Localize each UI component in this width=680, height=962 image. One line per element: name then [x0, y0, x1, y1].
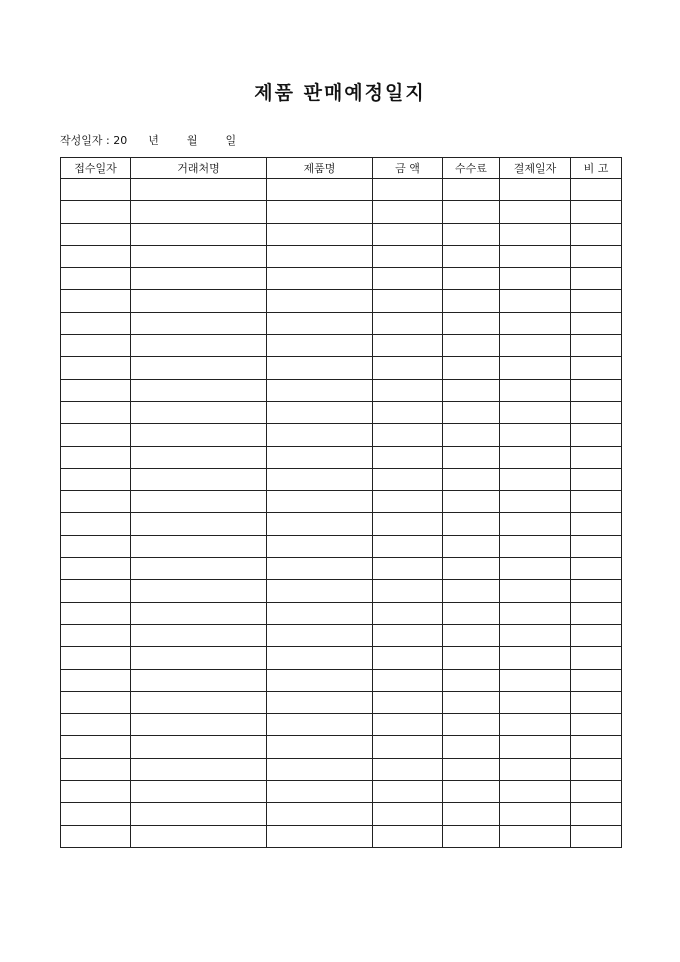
- table-cell[interactable]: [131, 758, 267, 780]
- table-row: [61, 803, 622, 825]
- table-cell[interactable]: [61, 268, 131, 290]
- table-cell[interactable]: [571, 781, 622, 803]
- table-cell[interactable]: [500, 491, 571, 513]
- table-cell[interactable]: [131, 446, 267, 468]
- table-cell[interactable]: [500, 357, 571, 379]
- table-cell[interactable]: [267, 825, 373, 847]
- table-cell[interactable]: [571, 758, 622, 780]
- table-row: [61, 312, 622, 334]
- table-cell[interactable]: [373, 335, 443, 357]
- table-cell[interactable]: [443, 290, 500, 312]
- table-cell[interactable]: [131, 468, 267, 490]
- table-cell[interactable]: [373, 424, 443, 446]
- table-cell[interactable]: [500, 580, 571, 602]
- table-cell[interactable]: [443, 669, 500, 691]
- table-cell[interactable]: [571, 736, 622, 758]
- table-cell[interactable]: [131, 268, 267, 290]
- table-cell[interactable]: [373, 803, 443, 825]
- table-cell[interactable]: [131, 357, 267, 379]
- column-header-commission: 수수료: [443, 158, 500, 179]
- table-row: [61, 491, 622, 513]
- table-cell[interactable]: [267, 602, 373, 624]
- table-cell[interactable]: [500, 647, 571, 669]
- table-cell[interactable]: [571, 691, 622, 713]
- table-cell[interactable]: [571, 245, 622, 267]
- table-cell[interactable]: [443, 714, 500, 736]
- table-cell[interactable]: [373, 624, 443, 646]
- table-cell[interactable]: [61, 714, 131, 736]
- table-cell[interactable]: [131, 669, 267, 691]
- table-cell[interactable]: [373, 245, 443, 267]
- table-cell[interactable]: [61, 669, 131, 691]
- table-row: [61, 602, 622, 624]
- table-cell[interactable]: [131, 691, 267, 713]
- table-cell[interactable]: [500, 558, 571, 580]
- table-cell[interactable]: [373, 558, 443, 580]
- table-cell[interactable]: [61, 580, 131, 602]
- table-cell[interactable]: [571, 312, 622, 334]
- table-cell[interactable]: [373, 179, 443, 201]
- written-date-label: 작성일자 :: [60, 134, 110, 147]
- table-row: [61, 513, 622, 535]
- table-cell[interactable]: [373, 223, 443, 245]
- table-cell[interactable]: [571, 335, 622, 357]
- table-cell[interactable]: [571, 647, 622, 669]
- table-cell[interactable]: [373, 580, 443, 602]
- table-cell[interactable]: [571, 535, 622, 557]
- written-date-year-unit: 년: [148, 134, 159, 147]
- table-cell[interactable]: [443, 647, 500, 669]
- table-cell[interactable]: [131, 535, 267, 557]
- table-cell[interactable]: [500, 223, 571, 245]
- table-cell[interactable]: [373, 602, 443, 624]
- table-cell[interactable]: [443, 268, 500, 290]
- table-cell[interactable]: [131, 312, 267, 334]
- table-cell[interactable]: [571, 424, 622, 446]
- table-cell[interactable]: [131, 335, 267, 357]
- table-cell[interactable]: [571, 223, 622, 245]
- table-row: [61, 335, 622, 357]
- table-cell[interactable]: [571, 513, 622, 535]
- table-cell[interactable]: [131, 803, 267, 825]
- table-cell[interactable]: [131, 245, 267, 267]
- table-row: [61, 535, 622, 557]
- table-cell[interactable]: [267, 223, 373, 245]
- table-cell[interactable]: [131, 624, 267, 646]
- table-cell[interactable]: [131, 223, 267, 245]
- table-cell[interactable]: [500, 803, 571, 825]
- table-cell[interactable]: [571, 201, 622, 223]
- table-row: [61, 580, 622, 602]
- table-cell[interactable]: [373, 513, 443, 535]
- table-cell[interactable]: [131, 602, 267, 624]
- table-cell[interactable]: [61, 624, 131, 646]
- written-date-line: [60, 132, 236, 148]
- table-cell[interactable]: [500, 825, 571, 847]
- table-cell[interactable]: [267, 245, 373, 267]
- table-cell[interactable]: [373, 491, 443, 513]
- table-cell[interactable]: [373, 736, 443, 758]
- table-row: [61, 691, 622, 713]
- table-cell[interactable]: [500, 379, 571, 401]
- table-row: [61, 290, 622, 312]
- table-cell[interactable]: [373, 758, 443, 780]
- table-cell[interactable]: [267, 714, 373, 736]
- table-cell[interactable]: [500, 245, 571, 267]
- table-cell[interactable]: [131, 401, 267, 423]
- table-cell[interactable]: [500, 758, 571, 780]
- table-cell[interactable]: [500, 335, 571, 357]
- table-cell[interactable]: [443, 624, 500, 646]
- table-cell[interactable]: [500, 401, 571, 423]
- table-cell[interactable]: [443, 446, 500, 468]
- table-cell[interactable]: [131, 580, 267, 602]
- table-cell[interactable]: [443, 312, 500, 334]
- table-body: [61, 179, 622, 848]
- table-cell[interactable]: [61, 312, 131, 334]
- table-cell[interactable]: [443, 491, 500, 513]
- table-cell[interactable]: [267, 781, 373, 803]
- table-cell[interactable]: [443, 535, 500, 557]
- table-cell[interactable]: [131, 201, 267, 223]
- column-header-amount: 금 액: [373, 158, 443, 179]
- table-cell[interactable]: [443, 781, 500, 803]
- table-cell[interactable]: [267, 580, 373, 602]
- written-date-year-prefix: 20: [113, 134, 128, 147]
- table-cell[interactable]: [61, 468, 131, 490]
- table-cell[interactable]: [267, 335, 373, 357]
- table-cell[interactable]: [443, 335, 500, 357]
- table-cell[interactable]: [267, 290, 373, 312]
- table-cell[interactable]: [61, 491, 131, 513]
- table-cell[interactable]: [500, 714, 571, 736]
- table-cell[interactable]: [267, 179, 373, 201]
- table-cell[interactable]: [131, 290, 267, 312]
- column-header-payment-date: 결제일자: [500, 158, 571, 179]
- table-row: [61, 268, 622, 290]
- table-row: [61, 736, 622, 758]
- table-cell[interactable]: [267, 201, 373, 223]
- table-cell[interactable]: [267, 468, 373, 490]
- table-cell[interactable]: [267, 312, 373, 334]
- table-row: [61, 223, 622, 245]
- table-cell[interactable]: [500, 781, 571, 803]
- table-cell[interactable]: [500, 513, 571, 535]
- table-cell[interactable]: [373, 379, 443, 401]
- table-cell[interactable]: [131, 513, 267, 535]
- table-cell[interactable]: [373, 468, 443, 490]
- table-cell[interactable]: [373, 201, 443, 223]
- table-cell[interactable]: [267, 491, 373, 513]
- table-cell[interactable]: [443, 736, 500, 758]
- table-cell[interactable]: [267, 379, 373, 401]
- table-row: [61, 245, 622, 267]
- table-cell[interactable]: [373, 268, 443, 290]
- table-cell[interactable]: [571, 602, 622, 624]
- table-cell[interactable]: [443, 379, 500, 401]
- table-row: [61, 758, 622, 780]
- table-cell[interactable]: [61, 357, 131, 379]
- table-cell[interactable]: [267, 357, 373, 379]
- table-row: [61, 558, 622, 580]
- table-cell[interactable]: [443, 558, 500, 580]
- table-cell[interactable]: [61, 424, 131, 446]
- table-cell[interactable]: [571, 803, 622, 825]
- written-date-month-unit: 월: [186, 134, 198, 147]
- table-cell[interactable]: [131, 736, 267, 758]
- table-cell[interactable]: [500, 624, 571, 646]
- table-cell[interactable]: [500, 535, 571, 557]
- column-header-product-name: 제품명: [267, 158, 373, 179]
- table-row: [61, 401, 622, 423]
- column-header-client-name: 거래처명: [131, 158, 267, 179]
- table-row: [61, 669, 622, 691]
- table-cell[interactable]: [61, 401, 131, 423]
- table-cell[interactable]: [571, 624, 622, 646]
- table-cell[interactable]: [500, 468, 571, 490]
- table-cell[interactable]: [61, 558, 131, 580]
- table-cell[interactable]: [61, 781, 131, 803]
- document-title: 제품 판매예정일지: [254, 82, 426, 104]
- column-header-remarks: 비 고: [571, 158, 622, 179]
- table-cell[interactable]: [571, 825, 622, 847]
- table-row: [61, 624, 622, 646]
- table-cell[interactable]: [267, 803, 373, 825]
- table-cell[interactable]: [131, 647, 267, 669]
- table-cell[interactable]: [267, 624, 373, 646]
- table-cell[interactable]: [267, 647, 373, 669]
- table-row: [61, 379, 622, 401]
- table-cell[interactable]: [443, 245, 500, 267]
- table-cell[interactable]: [443, 825, 500, 847]
- table-cell[interactable]: [61, 803, 131, 825]
- table-row: [61, 179, 622, 201]
- table-cell[interactable]: [571, 446, 622, 468]
- table-cell[interactable]: [373, 781, 443, 803]
- table-cell[interactable]: [373, 825, 443, 847]
- table-cell[interactable]: [61, 179, 131, 201]
- table-row: [61, 201, 622, 223]
- sales-schedule-table: [60, 157, 622, 848]
- table-cell[interactable]: [500, 446, 571, 468]
- table-cell[interactable]: [500, 736, 571, 758]
- table-cell[interactable]: [373, 669, 443, 691]
- table-cell[interactable]: [500, 290, 571, 312]
- table-cell[interactable]: [131, 558, 267, 580]
- table-header-row: [61, 158, 622, 179]
- table-cell[interactable]: [571, 268, 622, 290]
- table-cell[interactable]: [373, 691, 443, 713]
- table-cell[interactable]: [500, 602, 571, 624]
- table-cell[interactable]: [443, 691, 500, 713]
- table-row: [61, 446, 622, 468]
- table-cell[interactable]: [500, 669, 571, 691]
- table-cell[interactable]: [267, 513, 373, 535]
- table-cell[interactable]: [443, 758, 500, 780]
- table-cell[interactable]: [571, 401, 622, 423]
- table-row: [61, 357, 622, 379]
- written-date-day-unit: 일: [225, 134, 237, 147]
- table-cell[interactable]: [443, 602, 500, 624]
- table-cell[interactable]: [571, 468, 622, 490]
- table-cell[interactable]: [267, 535, 373, 557]
- table-cell[interactable]: [61, 535, 131, 557]
- table-cell[interactable]: [61, 446, 131, 468]
- table-cell[interactable]: [443, 803, 500, 825]
- table-cell[interactable]: [571, 379, 622, 401]
- table-cell[interactable]: [61, 602, 131, 624]
- table-cell[interactable]: [131, 825, 267, 847]
- table-cell[interactable]: [61, 691, 131, 713]
- table-row: [61, 468, 622, 490]
- table-cell[interactable]: [443, 401, 500, 423]
- table-cell[interactable]: [61, 513, 131, 535]
- table-row: [61, 714, 622, 736]
- table-cell[interactable]: [267, 446, 373, 468]
- table-cell[interactable]: [131, 379, 267, 401]
- table-cell[interactable]: [61, 201, 131, 223]
- table-cell[interactable]: [571, 580, 622, 602]
- table-row: [61, 781, 622, 803]
- table-cell[interactable]: [373, 357, 443, 379]
- table-cell[interactable]: [267, 736, 373, 758]
- table-cell[interactable]: [373, 535, 443, 557]
- table-cell[interactable]: [571, 669, 622, 691]
- table-cell[interactable]: [500, 268, 571, 290]
- table-cell[interactable]: [571, 357, 622, 379]
- table-cell[interactable]: [267, 424, 373, 446]
- table-cell[interactable]: [61, 223, 131, 245]
- table-cell[interactable]: [267, 268, 373, 290]
- table-cell[interactable]: [373, 401, 443, 423]
- table-cell[interactable]: [267, 669, 373, 691]
- table-cell[interactable]: [571, 179, 622, 201]
- table-cell[interactable]: [61, 647, 131, 669]
- table-cell[interactable]: [61, 825, 131, 847]
- column-header-received-date: 접수일자: [61, 158, 131, 179]
- table-cell[interactable]: [61, 290, 131, 312]
- table-cell[interactable]: [571, 290, 622, 312]
- table-cell[interactable]: [131, 714, 267, 736]
- table-cell[interactable]: [443, 201, 500, 223]
- table-cell[interactable]: [500, 179, 571, 201]
- table-cell[interactable]: [571, 558, 622, 580]
- table-cell[interactable]: [61, 379, 131, 401]
- table-cell[interactable]: [61, 736, 131, 758]
- table-cell[interactable]: [443, 513, 500, 535]
- table-cell[interactable]: [443, 223, 500, 245]
- table-cell[interactable]: [131, 179, 267, 201]
- table-cell[interactable]: [61, 245, 131, 267]
- table-cell[interactable]: [131, 491, 267, 513]
- table-cell[interactable]: [500, 424, 571, 446]
- table-cell[interactable]: [61, 758, 131, 780]
- table-cell[interactable]: [500, 691, 571, 713]
- table-cell[interactable]: [443, 580, 500, 602]
- table-row: [61, 825, 622, 847]
- table-cell[interactable]: [131, 424, 267, 446]
- table-cell[interactable]: [571, 491, 622, 513]
- table-cell[interactable]: [267, 401, 373, 423]
- table-cell[interactable]: [267, 558, 373, 580]
- table-cell[interactable]: [267, 691, 373, 713]
- table-cell[interactable]: [500, 201, 571, 223]
- table-cell[interactable]: [443, 179, 500, 201]
- table-cell[interactable]: [61, 335, 131, 357]
- table-cell[interactable]: [443, 468, 500, 490]
- table-cell[interactable]: [373, 647, 443, 669]
- table-cell[interactable]: [443, 357, 500, 379]
- table-cell[interactable]: [443, 424, 500, 446]
- table-cell[interactable]: [571, 714, 622, 736]
- table-cell[interactable]: [373, 446, 443, 468]
- table-cell[interactable]: [373, 714, 443, 736]
- table-cell[interactable]: [131, 781, 267, 803]
- table-row: [61, 647, 622, 669]
- table-row: [61, 424, 622, 446]
- table-cell[interactable]: [267, 758, 373, 780]
- table-cell[interactable]: [373, 290, 443, 312]
- table-cell[interactable]: [373, 312, 443, 334]
- table-cell[interactable]: [500, 312, 571, 334]
